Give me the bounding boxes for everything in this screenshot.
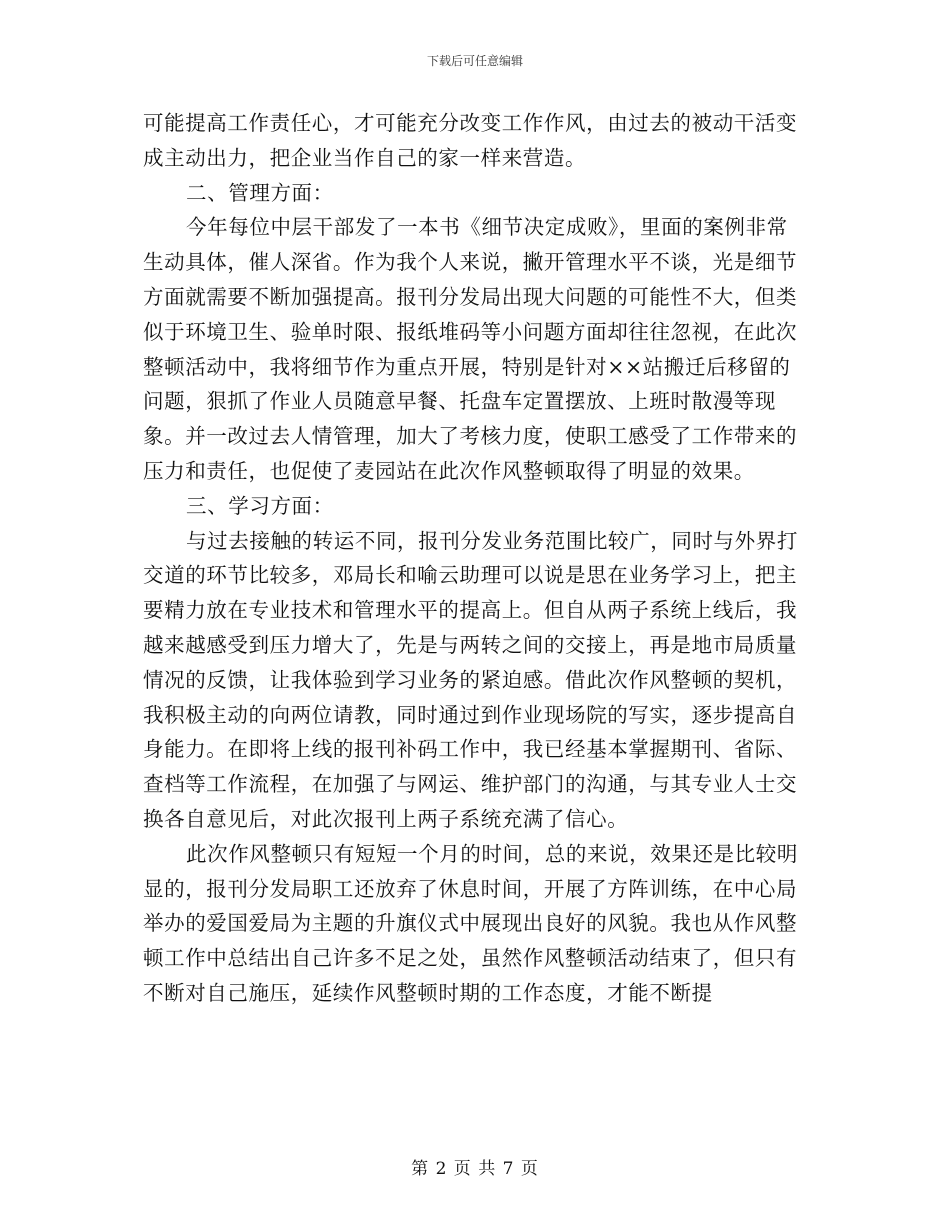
- paragraph-management: 今年每位中层干部发了一本书《细节决定成败》，里面的案例非常生动具体，催人深省。作为我个人来说，撇开管理水平不谈，光是细节方面就需要不断加强提高。报刊分发局出现大问题的可能性不大，但类似于环境卫生、验单时限、报纸堆码等小问题方面却往往忽视，在此次整顿活动中，我将细节作为重点开展，特别是针对××站搬迁后移留的问题，狠抓了作业人员随意早餐、托盘车定置摆放、上班时散漫等现象。并一改过去人情管理，加大了考核力度，使职工感受了工作带来的压力和责任，也促使了麦园站在此次作风整顿取得了明显的效果。: [143, 215, 798, 483]
- paragraph-study: 与过去接触的转运不同，报刊分发业务范围比较广，同时与外界打交道的环节比较多，邓局长和喻云助理可以说是思在业务学习上，把主要精力放在专业技术和管理水平的提高上。但自从两子系统上线后，我越来越感受到压力增大了，先是与两转之间的交接上，再是地市局质量情况的反馈，让我体验到学习业务的紧迫感。借此次作风整顿的契机，我积极主动的向两位请教，同时通过到作业现场院的写实，逐步提高自身能力。在即将上线的报刊补码工作中，我已经基本掌握期刊、省际、查档等工作流程，在加强了与网运、维护部门的沟通，与其专业人士交换各自意见后，对此次报刊上两子系统充满了信心。: [143, 528, 798, 831]
- document-body: [143, 106, 803, 1011]
- paragraph-summary: 此次作风整顿只有短短一个月的时间，总的来说，效果还是比较明显的，报刊分发局职工还放弃了休息时间，开展了方阵训练，在中心局举办的爱国爱局为主题的升旗仪式中展现出良好的风貌。我也从作风整顿工作中总结出自己许多不足之处，虽然作风整顿活动结束了，但只有不断对自己施压，延续作风整顿时期的工作态度，才能不断提: [143, 841, 798, 1005]
- page-number: 第 2 页 共 7 页: [411, 1159, 539, 1179]
- section-heading-management: 二、管理方面：: [186, 180, 334, 205]
- header-note: 下载后可任意编辑: [426, 54, 523, 68]
- section-heading-study: 三、学习方面：: [186, 493, 334, 518]
- paragraph-continued: 可能提高工作责任心，才可能充分改变工作作风，由过去的被动干活变成主动出力，把企业当作自己的家一样来营造。: [143, 111, 798, 170]
